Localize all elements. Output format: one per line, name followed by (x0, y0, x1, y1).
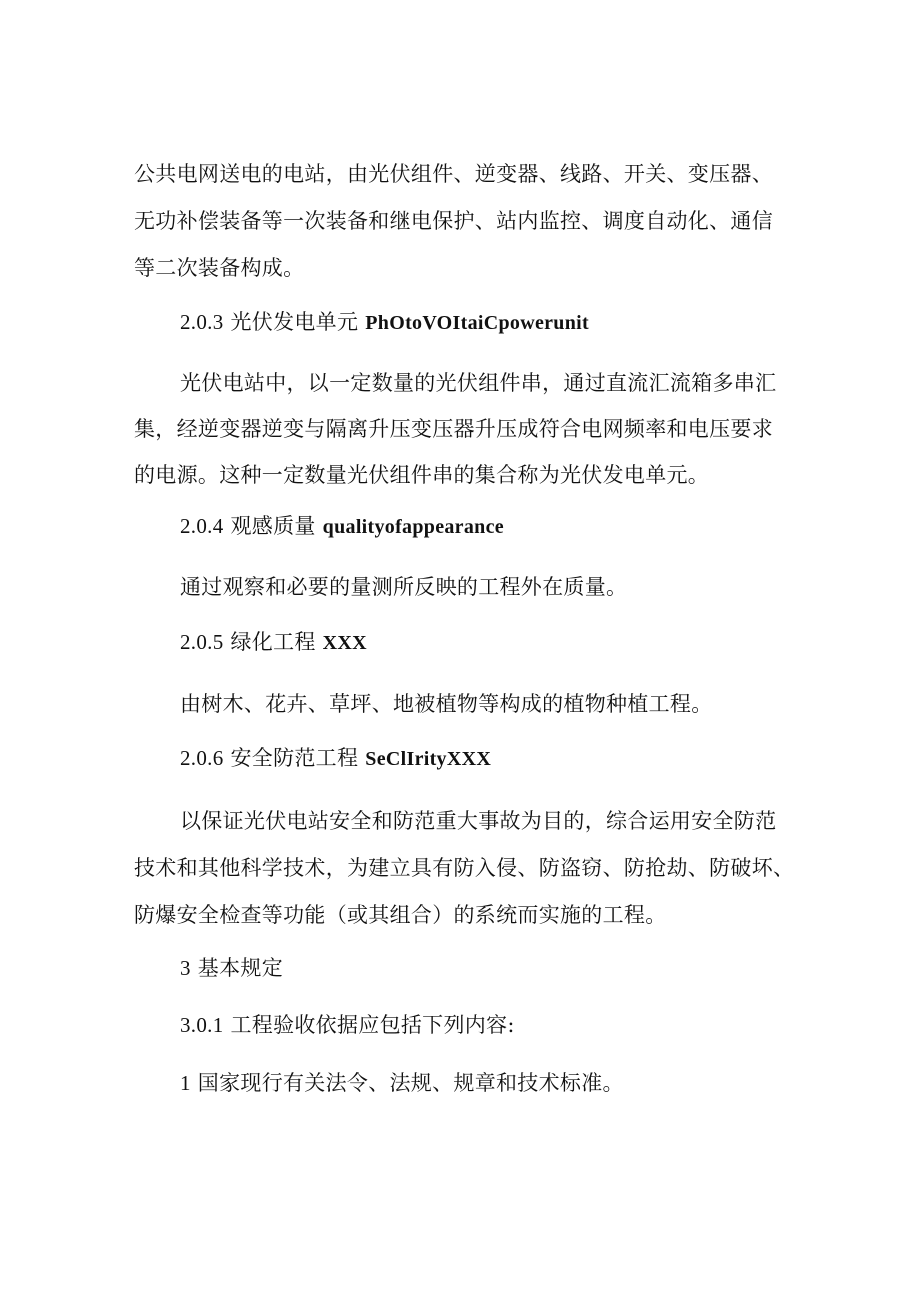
paragraph-line: 防爆安全检查等功能（或其组合）的系统而实施的工程。 (134, 903, 667, 927)
list-item-text: 国家现行有关法令、法规、规章和技术标准。 (197, 1071, 624, 1095)
paragraph-line: 的电源。这种一定数量光伏组件串的集合称为光伏发电单元。 (134, 463, 710, 487)
term-title-en: PhOtoVOItaiCpowerunit (365, 312, 589, 334)
term-title-en: XXX (322, 632, 367, 654)
chapter-title: 基本规定 (197, 956, 283, 980)
term-title-en: qualityofappearance (322, 516, 504, 538)
term-title-en: SeClIrityXXX (365, 748, 492, 770)
clause-title: 工程验收依据应包括下列内容: (230, 1013, 515, 1037)
term-heading-2-0-3 (180, 308, 589, 337)
list-item (180, 1069, 624, 1097)
term-heading-2-0-4 (180, 512, 504, 541)
paragraph-line: 光伏电站中，以一定数量的光伏组件串，通过直流汇流箱多串汇 (180, 371, 777, 395)
term-title-cn: 安全防范工程 (230, 746, 359, 770)
clause-number: 3.0.1 (180, 1013, 224, 1037)
paragraph-line: 等二次装备构成。 (134, 256, 305, 280)
term-heading-2-0-5 (180, 628, 367, 657)
paragraph-line: 以保证光伏电站安全和防范重大事故为目的，综合运用安全防范 (180, 809, 777, 833)
term-title-cn: 绿化工程 (230, 630, 316, 654)
term-title-cn: 光伏发电单元 (230, 310, 359, 334)
paragraph-line: 技术和其他科学技术，为建立具有防入侵、防盗窃、防抢劫、防破坏、 (134, 856, 795, 880)
paragraph-line: 集，经逆变器逆变与隔离升压变压器升压成符合电网频率和电压要求 (134, 417, 773, 441)
term-number: 2.0.4 (180, 514, 224, 538)
paragraph-line: 通过观察和必要的量测所反映的工程外在质量。 (180, 575, 628, 599)
paragraph-line: 无功补偿装备等一次装备和继电保护、站内监控、调度自动化、通信 (134, 209, 773, 233)
term-number: 2.0.5 (180, 630, 224, 654)
paragraph-line: 由树木、花卉、草坪、地被植物等构成的植物种植工程。 (180, 692, 713, 716)
paragraph-line: 公共电网送电的电站，由光伏组件、逆变器、线路、开关、变压器、 (134, 162, 773, 186)
term-number: 2.0.6 (180, 746, 224, 770)
chapter-heading-3 (180, 954, 283, 982)
term-title-cn: 观感质量 (230, 514, 316, 538)
term-heading-2-0-6 (180, 744, 491, 773)
clause-heading-3-0-1 (180, 1011, 515, 1039)
list-item-number: 1 (180, 1071, 191, 1095)
chapter-number: 3 (180, 956, 191, 980)
term-number: 2.0.3 (180, 310, 224, 334)
